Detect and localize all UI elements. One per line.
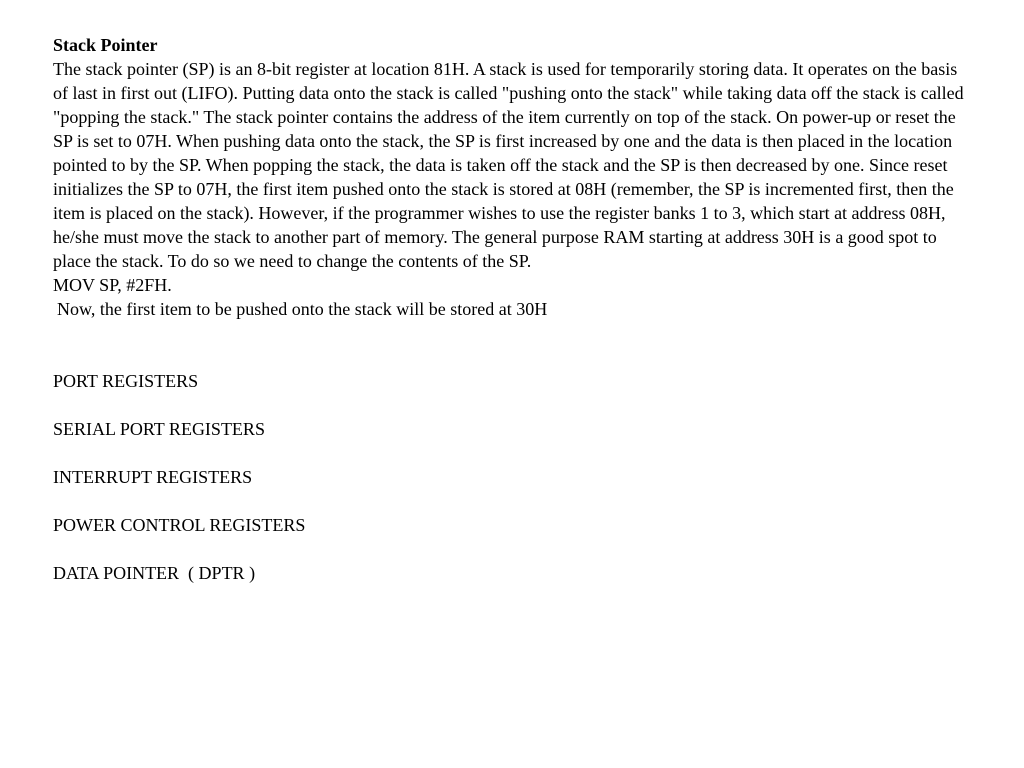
- code-instruction: MOV SP, #2FH.: [53, 275, 172, 295]
- section-heading-data-pointer: DATA POINTER ( DPTR ): [53, 563, 256, 583]
- register-section-list: [53, 369, 971, 585]
- stack-pointer-paragraph: The stack pointer (SP) is an 8-bit register at location 81H. A stack is used for temporarily storing data. It operates on the basis of last in first out (LIFO). Putting data onto the stack is called "pushing onto the stack" while taking data off the stack is called "popping the stack." The stack pointer contains the address of the item currently on top of the stack. On power-up or reset the SP is set to 07H. When pushing data onto the stack, the SP is first increased by one and the data is then placed in the location pointed to by the SP. When popping the stack, the data is taken off the stack and the SP is then decreased by one. Since reset initializes the SP to 07H, the first item pushed onto the stack is stored at 08H (remember, the SP is incremented first, then the item is placed on the stack). However, if the programmer wishes to use the register banks 1 to 3, which start at address 08H, he/she must move the stack to another part of memory. The general purpose RAM starting at address 30H is a good spot to place the stack. To do so we need to change the contents of the SP.: [53, 59, 964, 271]
- result-note: Now, the first item to be pushed onto the stack will be stored at 30H: [57, 299, 548, 319]
- document-page: [53, 33, 971, 609]
- section-heading-serial-port-registers: SERIAL PORT REGISTERS: [53, 419, 265, 439]
- section-title: Stack Pointer: [53, 35, 158, 55]
- section-heading-port-registers: PORT REGISTERS: [53, 371, 199, 391]
- section-heading-interrupt-registers: INTERRUPT REGISTERS: [53, 467, 253, 487]
- section-heading-power-control-registers: POWER CONTROL REGISTERS: [53, 515, 306, 535]
